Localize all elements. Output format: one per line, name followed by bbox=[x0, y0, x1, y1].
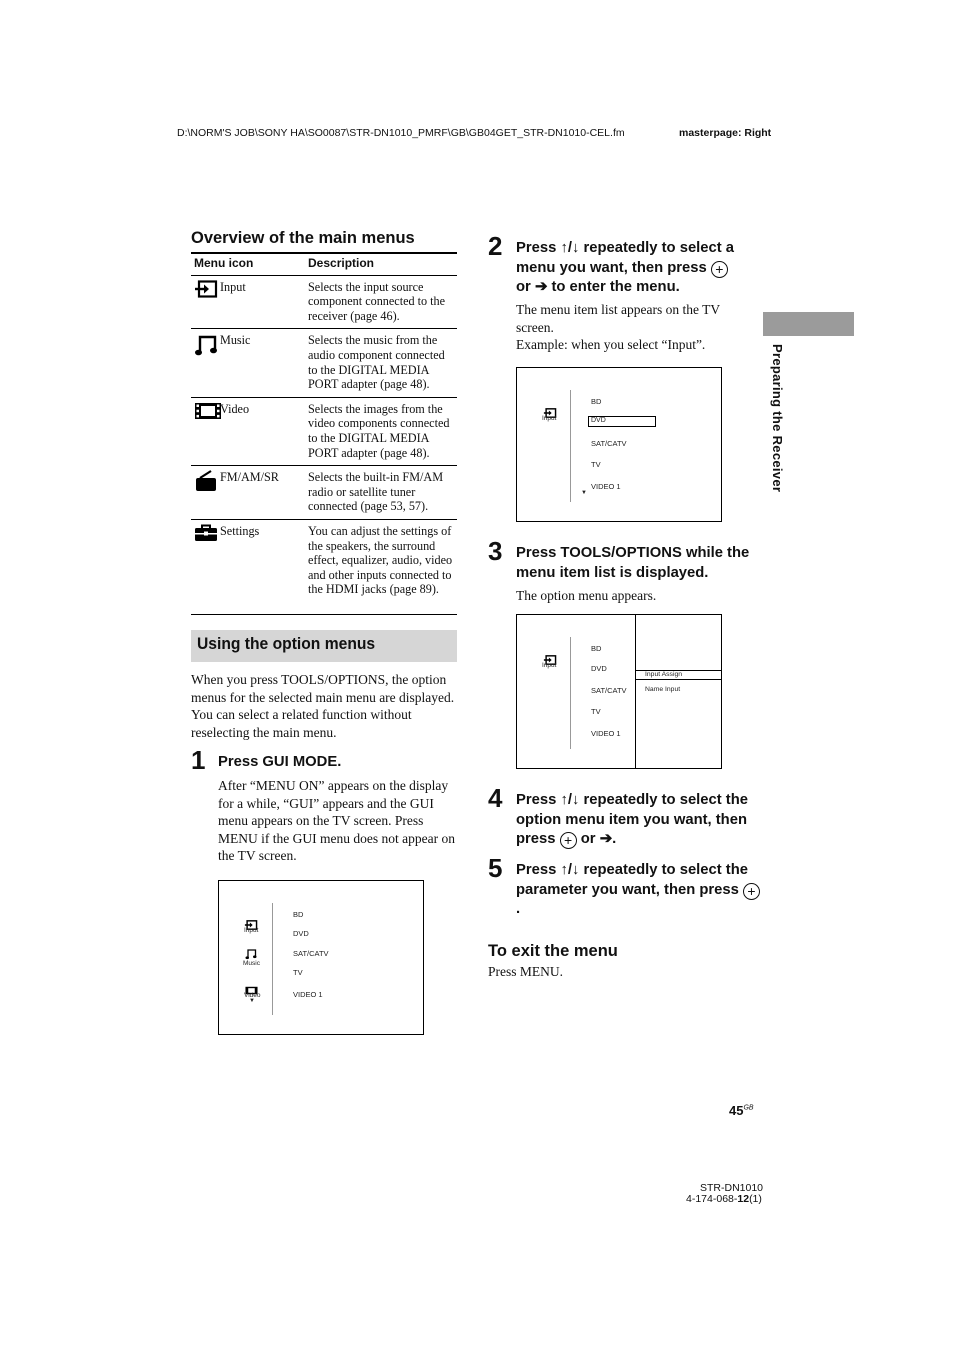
column-header: Menu icon bbox=[191, 254, 305, 275]
option-menus-title: Using the option menus bbox=[197, 634, 376, 653]
step-heading: Press ↑/↓ repeatedly to select the option menu item you want, then press + or ➔. bbox=[516, 792, 748, 848]
screen-menu-item: DVD bbox=[591, 664, 607, 673]
divider bbox=[570, 390, 571, 502]
option-menu-screen bbox=[516, 614, 722, 769]
step-heading: Press ↑/↓ repeatedly to select a menu you want, then press + or ➔ to enter the menu. bbox=[516, 240, 735, 295]
screen-menu-item: DVD bbox=[293, 929, 309, 938]
screen-icon-label: Input bbox=[542, 662, 557, 669]
file-path: D:\NORM'S JOB\SONY HA\SO0087\STR-DN1010_PMRF\GB\GB04GET_STR-DN1010-CEL.fm bbox=[177, 127, 625, 139]
step-heading: Press GUI MODE. bbox=[218, 754, 342, 770]
step-number: 4 bbox=[488, 783, 503, 813]
screen-menu-item: VIDEO 1 bbox=[591, 729, 621, 738]
option-menus-intro: When you press TOOLS/OPTIONS, the option menus for the selected main menu are displayed. You can select a related function without reselecting the main menu. bbox=[191, 672, 455, 740]
settings-icon bbox=[194, 524, 218, 546]
menu-item-list-screen bbox=[516, 367, 722, 522]
step-body: Example: when you select “Input”. bbox=[516, 337, 706, 352]
up-down-arrow-icon: ↑/↓ bbox=[560, 240, 580, 256]
enter-button-icon: + bbox=[743, 883, 760, 900]
table-header bbox=[191, 254, 457, 275]
masterpage-label: masterpage: Right bbox=[679, 127, 772, 139]
step-number: 2 bbox=[488, 231, 503, 261]
step-heading: Press TOOLS/OPTIONS while the menu item list is displayed. bbox=[516, 545, 750, 581]
step-body: After “MENU ON” appears on the display for a while, “GUI” appears and the GUI menu appears on the TV screen. Press MENU if the GUI menu does not appear on the TV screen. bbox=[218, 778, 455, 863]
menu-description: Selects the music from the audio component connected to the DIGITAL MEDIA PORT adapter (page 48). bbox=[305, 329, 457, 397]
right-arrow-icon: ➔ bbox=[534, 279, 548, 295]
screen-menu-item: SAT/CATV bbox=[591, 686, 627, 695]
step-number: 3 bbox=[488, 536, 503, 566]
music-icon bbox=[194, 333, 218, 361]
screen-menu-item: DVD bbox=[591, 417, 606, 424]
menu-label: Settings bbox=[220, 523, 260, 538]
scroll-down-icon: ▼ bbox=[581, 490, 587, 496]
enter-button-icon: + bbox=[711, 261, 728, 278]
screen-menu-item: VIDEO 1 bbox=[591, 482, 621, 491]
option-item: Name Input bbox=[645, 686, 681, 693]
step-number: 5 bbox=[488, 853, 503, 883]
video-icon bbox=[194, 402, 218, 424]
menu-description: Selects the input source component connected to the receiver (page 46). bbox=[305, 275, 457, 329]
step-body: The option menu appears. bbox=[516, 588, 657, 603]
screen-menu-item: BD bbox=[591, 644, 602, 653]
screen-menu-item: BD bbox=[293, 910, 304, 919]
page-number: $45^{GB}$ bbox=[729, 1103, 754, 1118]
option-menus-banner bbox=[191, 630, 457, 662]
option-item: Input Assign bbox=[645, 671, 683, 678]
screen-menu-item: BD bbox=[591, 397, 602, 406]
menu-label: Video bbox=[220, 401, 250, 416]
scroll-down-icon: ▼ bbox=[249, 998, 255, 1004]
up-down-arrow-icon: ↑/↓ bbox=[560, 792, 580, 808]
menu-label: Input bbox=[220, 279, 246, 294]
divider bbox=[272, 903, 273, 1015]
menu-label: Music bbox=[220, 333, 251, 348]
table-row bbox=[191, 519, 457, 614]
screen-icon-label: Music bbox=[243, 960, 260, 967]
step-number: 1 bbox=[191, 745, 206, 775]
side-tab-label: Preparing the Receiver bbox=[770, 344, 785, 493]
screen-icon-label: Video bbox=[244, 992, 261, 999]
menu-description: Selects the images from the video components connected to the DIGITAL MEDIA PORT adapter (page 48). bbox=[305, 397, 457, 465]
screen-menu-item: SAT/CATV bbox=[293, 949, 329, 958]
screen-menu-item: VIDEO 1 bbox=[293, 990, 323, 999]
table-row bbox=[191, 329, 457, 397]
up-down-arrow-icon: ↑/↓ bbox=[560, 862, 580, 878]
tuner-icon bbox=[194, 470, 218, 496]
screen-menu-item: TV bbox=[591, 460, 601, 469]
step-heading: Press ↑/↓ repeatedly to select the parameter you want, then press +. bbox=[516, 861, 761, 920]
screen-menu-item: SAT/CATV bbox=[591, 439, 627, 448]
table-row bbox=[191, 397, 457, 465]
column-header: Description bbox=[305, 254, 457, 275]
divider bbox=[570, 637, 571, 749]
gui-menu-screen bbox=[218, 880, 424, 1035]
menu-description: Selects the built-in FM/AM radio or satellite tuner connected (page 53, 57). bbox=[305, 466, 457, 520]
document-code: 4-174-068-12(1) bbox=[686, 1193, 762, 1205]
right-arrow-icon: ➔ bbox=[599, 831, 613, 847]
table-row bbox=[191, 275, 457, 329]
screen-menu-item: TV bbox=[293, 968, 303, 977]
screen-icon-label: Input bbox=[244, 927, 259, 934]
exit-title: To exit the menu bbox=[488, 942, 618, 960]
screen-menu-item: TV bbox=[591, 707, 601, 716]
menu-table bbox=[191, 254, 457, 615]
menu-label: FM/AM/SR bbox=[220, 470, 279, 485]
exit-body: Press MENU. bbox=[488, 964, 564, 979]
model-number: STR-DN1010 bbox=[700, 1182, 764, 1194]
menu-description: You can adjust the settings of the speakers, the surround effect, equalizer, audio, video and other inputs connected to the HDMI jacks (page 89). bbox=[305, 519, 457, 614]
step-body: The menu item list appears on the TV screen. bbox=[516, 302, 720, 335]
screen-icon-label: Input bbox=[542, 415, 557, 422]
table-row bbox=[191, 466, 457, 520]
enter-button-icon: + bbox=[560, 832, 577, 849]
overview-title: Overview of the main menus bbox=[191, 229, 415, 247]
side-tab bbox=[763, 312, 854, 336]
input-icon bbox=[194, 280, 218, 302]
